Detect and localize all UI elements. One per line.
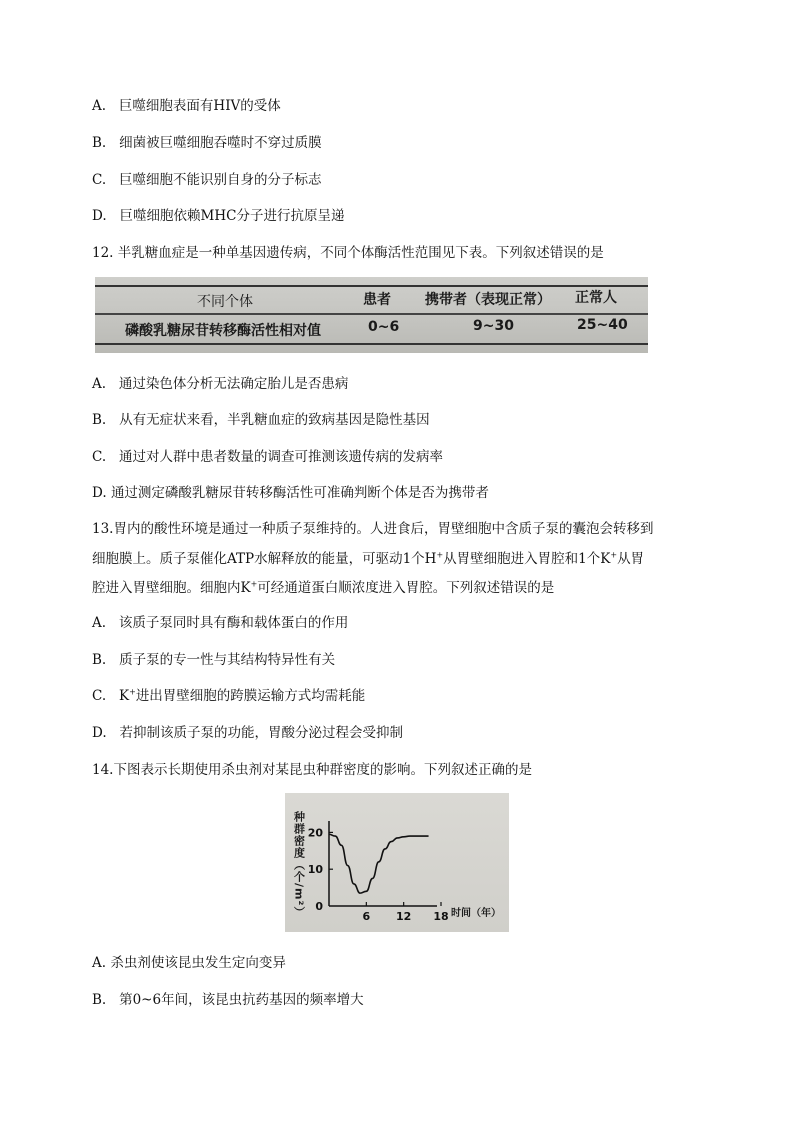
option-text: 该质子泵同时具有酶和载体蛋白的作用 xyxy=(118,615,349,631)
population-density-graph xyxy=(285,793,509,932)
q14-option-a xyxy=(92,951,286,971)
q13-text: 细胞膜上。质子泵催化ATP水解释放的能量，可驱动1个H xyxy=(92,551,437,567)
option-letter: D. xyxy=(92,485,107,501)
table-header-normal: 正常人 xyxy=(575,290,617,306)
superscript: + xyxy=(129,687,136,697)
table-header-carrier: 携带者（表现正常） xyxy=(425,292,551,308)
option-letter: A. xyxy=(92,376,107,392)
option-text: 质子泵的专一性与其结构特异性有关 xyxy=(119,652,336,668)
q13-option-a xyxy=(92,611,348,631)
q12-option-a xyxy=(92,372,348,392)
q13-option-d xyxy=(92,721,403,741)
q11-option-b xyxy=(92,131,322,151)
q11-option-d xyxy=(92,204,344,224)
density-curve xyxy=(329,834,429,893)
option-letter: A. xyxy=(92,98,107,114)
q13-stem-line2 xyxy=(92,547,644,567)
q13-text: 从胃 xyxy=(617,551,645,567)
q14-stem: 14.下图表示长期使用杀虫剂对某昆虫种群密度的影响。下列叙述正确的是 xyxy=(92,762,532,778)
table-value-carrier: 9~30 xyxy=(473,318,514,334)
q13-text: 可经通道蛋白顺浓度进入胃腔。下列叙述错误的是 xyxy=(257,580,555,596)
y-tick-label: 10 xyxy=(307,863,323,877)
option-text-k: K xyxy=(119,688,130,704)
option-letter: C. xyxy=(92,172,107,188)
y-axis-label: 种群密度（个/m²） xyxy=(292,811,306,919)
option-text: 杀虫剂使该昆虫发生定向变异 xyxy=(110,955,286,971)
q12-option-c xyxy=(92,445,443,465)
option-text: 通过测定磷酸乳糖尿苷转移酶活性可准确判断个体是否为携带者 xyxy=(110,485,489,501)
option-letter: A. xyxy=(92,615,107,631)
y-tick-label: 20 xyxy=(307,826,323,840)
y-tick-label: 0 xyxy=(315,900,323,913)
option-text: 通过染色体分析无法确定胎儿是否患病 xyxy=(118,376,349,392)
q11-option-c xyxy=(92,168,322,188)
superscript: + xyxy=(610,550,618,560)
option-letter: C. xyxy=(92,449,107,465)
q14-option-b xyxy=(92,988,364,1008)
table-value-normal: 25~40 xyxy=(577,317,628,333)
table-header-patient: 患者 xyxy=(363,292,391,308)
table-rule-top xyxy=(95,285,648,287)
superscript: + xyxy=(250,579,258,589)
option-text: 巨噬细胞表面有HIV的受体 xyxy=(118,98,281,114)
graph-svg xyxy=(285,793,509,932)
x-tick-label: 6 xyxy=(362,910,371,923)
option-letter: A. xyxy=(92,955,107,971)
option-text: 巨噬细胞不能识别自身的分子标志 xyxy=(119,172,322,188)
q13-stem-line3 xyxy=(92,576,554,596)
q13-option-c xyxy=(92,684,365,704)
option-letter: D. xyxy=(92,208,107,224)
q12-option-d xyxy=(92,481,489,501)
table-value-patient: 0~6 xyxy=(368,319,400,335)
table-rule-middle xyxy=(95,313,648,315)
option-letter: B. xyxy=(92,652,107,668)
q12-option-b xyxy=(92,408,430,428)
q13-text: 腔进入胃壁细胞。细胞内K xyxy=(92,580,251,596)
q11-option-a xyxy=(92,94,281,114)
x-axis-label: 时间（年） xyxy=(451,908,501,919)
option-text: 第0~6年间，该昆虫抗药基因的频率增大 xyxy=(119,992,364,1008)
table-row-label: 磷酸乳糖尿苷转移酶活性相对值 xyxy=(125,323,321,339)
option-text: 从有无症状来看，半乳糖血症的致病基因是隐性基因 xyxy=(119,412,430,428)
option-letter: D. xyxy=(92,725,107,741)
table-rule-bottom xyxy=(95,343,648,345)
option-text: 通过对人群中患者数量的调查可推测该遗传病的发病率 xyxy=(119,449,444,465)
option-letter: B. xyxy=(92,412,107,428)
option-text: 巨噬细胞依赖MHC分子进行抗原呈递 xyxy=(119,208,345,224)
q13-option-b xyxy=(92,648,335,668)
q12-stem: 12. 半乳糖血症是一种单基因遗传病，不同个体酶活性范围见下表。下列叙述错误的是 xyxy=(92,245,604,261)
option-letter: B. xyxy=(92,992,107,1008)
option-text: 若抑制该质子泵的功能，胃酸分泌过程会受抑制 xyxy=(119,725,404,741)
option-letter: B. xyxy=(92,135,107,151)
enzyme-activity-table xyxy=(95,277,648,353)
q13-stem-line1: 13.胃内的酸性环境是通过一种质子泵维持的。人进食后，胃壁细胞中含质子泵的囊泡会转移到 xyxy=(92,521,654,537)
option-text: 细菌被巨噬细胞吞噬时不穿过质膜 xyxy=(119,135,322,151)
x-tick-label: 12 xyxy=(396,910,412,923)
option-letter: C. xyxy=(92,688,107,704)
q13-text: 从胃壁细胞进入胃腔和1个K xyxy=(443,551,611,567)
superscript: + xyxy=(436,550,444,560)
x-tick-label: 18 xyxy=(433,910,449,923)
option-text: 进出胃壁细胞的跨膜运输方式均需耗能 xyxy=(135,688,366,704)
table-header-individual: 不同个体 xyxy=(197,294,253,310)
